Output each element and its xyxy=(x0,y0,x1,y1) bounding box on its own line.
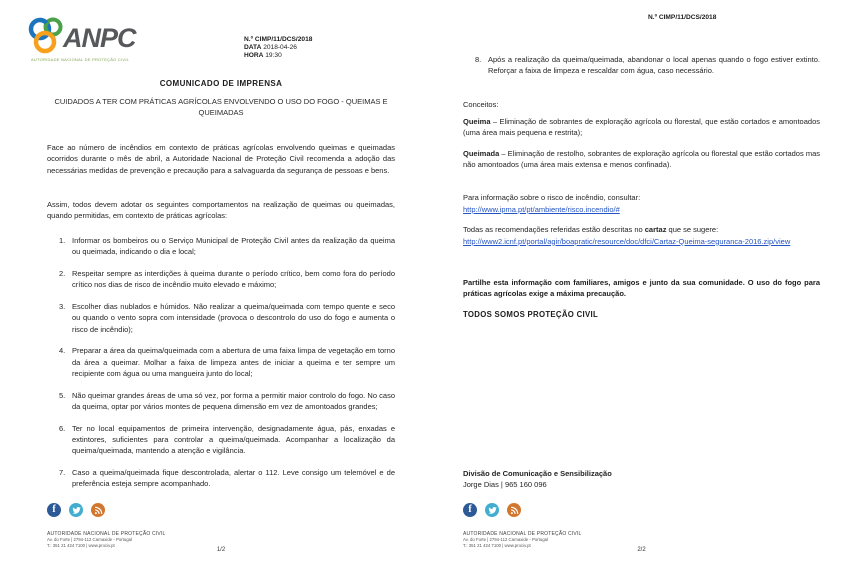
footer-org-name: AUTORIDADE NACIONAL DE PROTEÇÃO CIVIL xyxy=(463,531,582,537)
meta-date: DATA 2018-04-26 xyxy=(244,44,297,52)
list-item: 5. Não queimar grandes áreas de uma só vez, por forma a permitir maior controlo do fogo. No caso da queima, optar por vários montes de pequena dimensão em vez de amontoados grandes; xyxy=(59,390,395,411)
cartaz-info xyxy=(463,224,820,247)
risk-info-text: Para informação sobre o risco de incêndio, consultar: xyxy=(463,193,641,202)
concept-queimada: Queimada – Eliminação de restolho, sobrantes de exploração agrícola ou florestal que estão cortados mas não amontoados (uma área mais extensa e menos confinada). xyxy=(463,149,820,170)
footer-phone: T.: 351 21 424 7100 | www.prociv.pt xyxy=(47,543,115,548)
risk-info xyxy=(463,192,820,215)
page-number: 1/2 xyxy=(216,547,226,553)
subject-title: CUIDADOS A TER COM PRÁTICAS AGRÍCOLAS ENVOLVENDO O USO DO FOGO - QUEIMAS E QUEIMADAS xyxy=(54,97,388,117)
intro-paragraph-1: Face ao número de incêndios em contexto de práticas agrícolas envolvendo queimas e queimadas ocorridos durante o mês de abril, a Autoridade Nacional de Proteção Civil recomenda a adoção das necessárias medidas de prevenção e precaução para a salvaguarda da segurança de pessoas e bens. xyxy=(47,143,395,175)
twitter-icon[interactable] xyxy=(69,503,83,517)
social-links xyxy=(463,503,521,517)
meta-time: HORA 19:30 xyxy=(244,52,282,60)
recommendations-list xyxy=(47,235,395,500)
footer-phone: T.: 351 21 424 7100 | www.prociv.pt xyxy=(463,543,531,548)
logo-acronym: ANPC xyxy=(63,23,136,53)
logo-caption: AUTORIDADE NACIONAL DE PROTEÇÃO CIVIL xyxy=(31,57,130,62)
footer-address: Av. do Forte | 2794-112 Carnaxide - Portugal xyxy=(463,537,548,542)
list-item: 8. Após a realização da queima/queimada, abandonar o local apenas quando o fogo estiver extinto. Reforçar a faixa de limpeza e rescaldar com água, caso necessário. xyxy=(475,55,820,76)
list-item: 1. Informar os bombeiros ou o Serviço Municipal de Proteção Civil antes da realização da queima ou queimada, indicando o dia e local; xyxy=(59,236,395,257)
rss-icon[interactable] xyxy=(91,503,105,517)
meta-reference: N.º CIMP/11/DCS/2018 xyxy=(244,36,313,43)
list-item: 3. Escolher dias nublados e húmidos. Não realizar a queima/queimada com tempo quente e seco ou quando o vento sopra com intensidade (provoca o descontrolo do uso do fogo e aumenta o risco de incêndio); xyxy=(59,301,395,334)
ipma-risk-link[interactable]: http://www.ipma.pt/pt/ambiente/risco.incendio/# xyxy=(463,204,620,214)
meta-reference: N.º CIMP/11/DCS/2018 xyxy=(648,14,717,21)
contact-person: Jorge Dias | 965 160 096 xyxy=(463,480,547,489)
division-name: Divisão de Comunicação e Sensibilização xyxy=(463,469,612,478)
facebook-icon[interactable]: f xyxy=(463,503,477,517)
press-release-title: COMUNICADO DE IMPRENSA xyxy=(159,79,283,88)
cartaz-text: Todas as recomendações referidas estão descritas no cartaz que se sugere: xyxy=(463,225,719,234)
share-message: Partilhe esta informação com familiares, amigos e junto da sua comunidade. O uso do fogo para práticas agrícolas exige a máxima precaução. xyxy=(463,278,820,299)
concept-queima: Queima – Eliminação de sobrantes de exploração agrícola ou florestal, que estão cortados e amontoados (uma área mais pequena e restrita); xyxy=(463,117,820,138)
list-item: 2. Respeitar sempre as interdições à queima durante o período crítico, bem como fora do período crítico nos dias de risco de incêndio muito elevado e máximo; xyxy=(59,268,395,290)
page-2 xyxy=(421,0,842,580)
anpc-logo xyxy=(27,15,157,65)
signature-block xyxy=(463,468,820,490)
list-item: 4. Preparar a área da queima/queimada com a abertura de uma faixa limpa de vegetação em torno da área a queimar. Molhar a faixa de limpeza antes de iniciar a queima e ter sempre um recipiente com água ou uma mangueira junto do local; xyxy=(59,346,395,378)
anpc-rings-icon xyxy=(27,16,65,56)
concepts-heading: Conceitos: xyxy=(463,100,499,109)
social-links xyxy=(47,503,105,517)
footer-org-name: AUTORIDADE NACIONAL DE PROTEÇÃO CIVIL xyxy=(47,531,166,537)
intro-paragraph-2: Assim, todos devem adotar os seguintes comportamentos na realização de queimas ou queimadas, quando permitidas, em contexto de práticas agrícolas: xyxy=(47,200,395,221)
list-item: 6. Ter no local equipamentos de primeira intervenção, designadamente água, pás, enxadas e extintores, suficientes para controlar a queima/queimada. Acompanhar a localização da queima/queimada, mantendo a atenção e vigilância. xyxy=(59,423,395,456)
list-item: 7. Caso a queima/queimada fique descontrolada, alertar o 112. Leve consigo um telemóvel e de preferência esteja sempre acompanhado. xyxy=(59,467,395,489)
page-number: 2/2 xyxy=(637,547,646,553)
cartaz-link[interactable]: http://www2.icnf.pt/portal/agir/boapratic/resource/doc/dfci/Cartaz-Queima-seguranca-2016.zip/view xyxy=(463,236,791,246)
document-meta xyxy=(244,36,312,61)
slogan: TODOS SOMOS PROTEÇÃO CIVIL xyxy=(463,310,599,319)
facebook-icon[interactable]: f xyxy=(47,503,61,517)
rss-icon[interactable] xyxy=(507,503,521,517)
footer-address: Av. do Forte | 2794-112 Carnaxide - Portugal xyxy=(47,537,132,542)
twitter-icon[interactable] xyxy=(485,503,499,517)
